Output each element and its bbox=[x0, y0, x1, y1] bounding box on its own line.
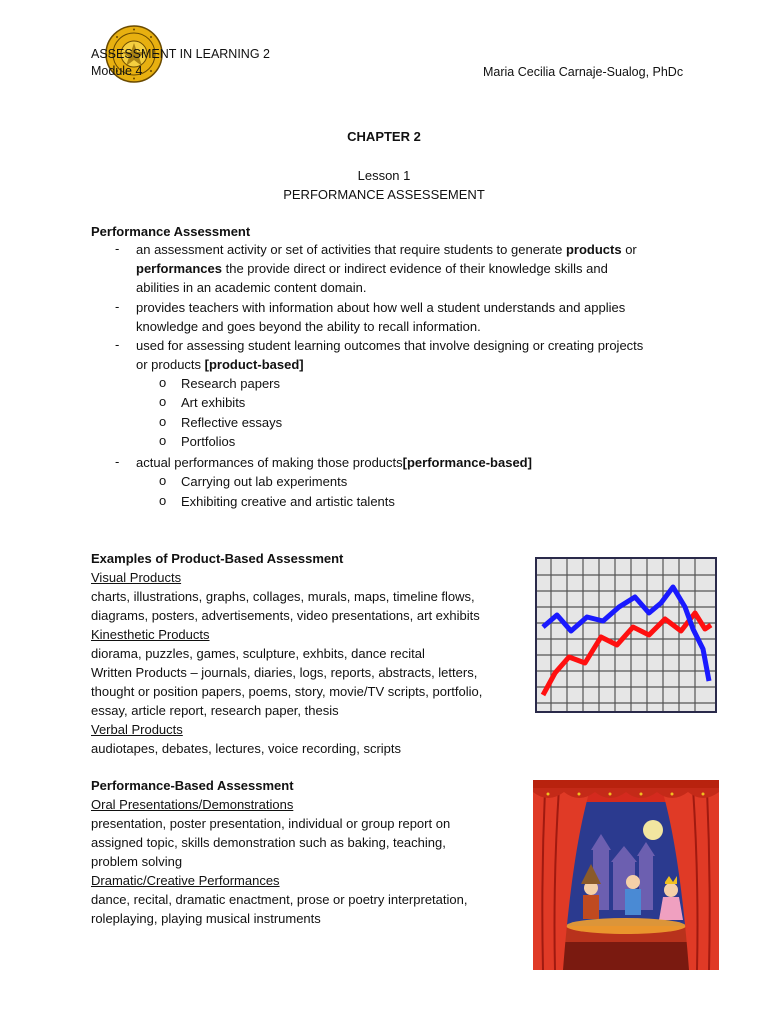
bullet-marker: o bbox=[159, 493, 167, 508]
theater-stage-illustration bbox=[533, 780, 719, 970]
section-heading-performance-based: Performance-Based Assessment bbox=[91, 778, 294, 793]
list-item: Research papers bbox=[181, 376, 280, 391]
definition-line: performances the provide direct or indirect evidence of their knowledge skills and bbox=[136, 261, 608, 276]
body-line: roleplaying, playing musical instruments bbox=[91, 911, 321, 926]
course-title: ASSESSMENT IN LEARNING 2 bbox=[91, 47, 270, 61]
definition-line: an assessment activity or set of activities that require students to generate products or bbox=[136, 242, 637, 257]
dash-marker: - bbox=[115, 454, 120, 469]
subheading-kinesthetic-products: Kinesthetic Products bbox=[91, 627, 210, 642]
body-line: charts, illustrations, graphs, collages, murals, maps, timeline flows, bbox=[91, 589, 475, 604]
module-label: Module 4 bbox=[91, 64, 143, 78]
body-line: diagrams, posters, advertisements, video presentations, art exhibits bbox=[91, 608, 480, 623]
dash-marker: - bbox=[115, 337, 120, 352]
list-item: Reflective essays bbox=[181, 415, 283, 430]
dash-marker: - bbox=[115, 241, 120, 256]
body-line: audiotapes, debates, lectures, voice recording, scripts bbox=[91, 741, 402, 756]
chapter-title: CHAPTER 2 bbox=[347, 129, 421, 144]
body-line: Written Products – journals, diaries, logs, reports, abstracts, letters, bbox=[91, 665, 478, 680]
body-line: assigned topic, skills demonstration such as baking, teaching, bbox=[91, 835, 446, 850]
bullet-marker: o bbox=[159, 433, 167, 448]
section-heading-performance-assessment: Performance Assessment bbox=[91, 224, 251, 239]
list-item: Portfolios bbox=[181, 434, 236, 449]
lesson-number: Lesson 1 bbox=[357, 168, 411, 183]
body-line: thought or position papers, poems, story, movie/TV scripts, portfolio, bbox=[91, 684, 483, 699]
definition-line: provides teachers with information about how well a student understands and applies bbox=[136, 300, 626, 315]
body-line: presentation, poster presentation, individual or group report on bbox=[91, 816, 451, 831]
bullet-marker: o bbox=[159, 375, 167, 390]
bullet-marker: o bbox=[159, 394, 167, 409]
dash-marker: - bbox=[115, 299, 120, 314]
list-item: Exhibiting creative and artistic talents bbox=[181, 494, 395, 509]
list-item: Art exhibits bbox=[181, 395, 246, 410]
definition-line: actual performances of making those products[performance-based] bbox=[136, 455, 532, 470]
list-item: Carrying out lab experiments bbox=[181, 474, 348, 489]
section-heading-product-based: Examples of Product-Based Assessment bbox=[91, 551, 344, 566]
bullet-marker: o bbox=[159, 414, 167, 429]
definition-line: used for assessing student learning outcomes that involve designing or creating projects bbox=[136, 338, 644, 353]
subheading-dramatic-performances: Dramatic/Creative Performances bbox=[91, 873, 280, 888]
subheading-verbal-products: Verbal Products bbox=[91, 722, 183, 737]
definition-line: abilities in an academic content domain. bbox=[136, 280, 367, 295]
bullet-marker: o bbox=[159, 473, 167, 488]
definition-line: knowledge and goes beyond the ability to recall information. bbox=[136, 319, 481, 334]
definition-line: or products [product-based] bbox=[136, 357, 304, 372]
body-line: diorama, puzzles, games, sculpture, exhbits, dance recital bbox=[91, 646, 425, 661]
body-line: dance, recital, dramatic enactment, prose or poetry interpretation, bbox=[91, 892, 468, 907]
body-line: essay, article report, research paper, thesis bbox=[91, 703, 339, 718]
body-line: problem solving bbox=[91, 854, 183, 869]
line-graph-illustration bbox=[535, 557, 717, 713]
subheading-visual-products: Visual Products bbox=[91, 570, 182, 585]
subheading-oral-presentations: Oral Presentations/Demonstrations bbox=[91, 797, 294, 812]
lesson-title: PERFORMANCE ASSESSEMENT bbox=[283, 187, 485, 202]
author-name: Maria Cecilia Carnaje-Sualog, PhDc bbox=[483, 65, 684, 79]
